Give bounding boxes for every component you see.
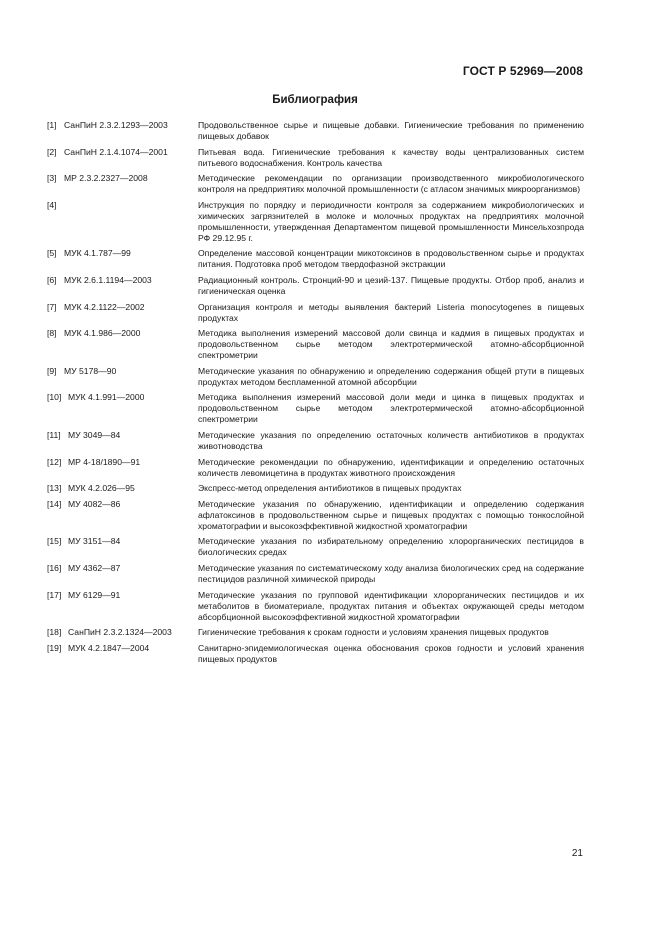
entry-reference bbox=[47, 366, 198, 388]
entry-number: [3] bbox=[47, 173, 57, 184]
entry-title: Продовольственное сырье и пищевые добавки. Гигиенические требования по применению пищевых добавок bbox=[198, 120, 584, 141]
entry-code: СанПиН 2.1.4.1074—2001 bbox=[64, 146, 168, 157]
entry-title: Методические рекомендации по организации производственного микробиологического контроля на предприятиях молочной промышленности (с атласом значимых микроорганизмов) bbox=[198, 173, 584, 195]
entry-number: [10] bbox=[47, 392, 62, 403]
bibliography-entry bbox=[47, 200, 584, 244]
bibliography-entry bbox=[47, 120, 584, 142]
entry-code: МУ 3049—84 bbox=[68, 429, 121, 440]
page-number: 21 bbox=[571, 848, 583, 859]
entry-reference bbox=[47, 643, 198, 665]
bibliography-entry bbox=[47, 430, 584, 452]
entry-code: МУ 6129—91 bbox=[68, 589, 121, 600]
entry-number: [4] bbox=[47, 199, 57, 210]
page-title: Библиография bbox=[272, 94, 358, 106]
entry-title: Организация контроля и методы выявления бактерий Listeria monocytogenes в пищевых продуктах bbox=[198, 301, 584, 323]
entry-reference bbox=[47, 457, 198, 479]
entry-code: МУК 4.1.787—99 bbox=[64, 248, 131, 259]
entry-code: МР 4-18/1890—91 bbox=[68, 456, 141, 467]
bibliography-entry bbox=[47, 536, 584, 558]
entry-reference bbox=[47, 147, 198, 169]
entry-code: МУК 4.2.026—95 bbox=[68, 483, 135, 494]
bibliography-entry bbox=[47, 643, 584, 665]
entry-title: Методические указания по систематическому ходу анализа биологических сред на содержание пестицидов различной химической природы bbox=[198, 562, 584, 584]
entry-reference bbox=[47, 499, 198, 532]
bibliography-entry bbox=[47, 173, 584, 195]
entry-reference bbox=[47, 302, 198, 324]
entry-number: [12] bbox=[47, 456, 62, 467]
entry-title: Методические рекомендации по обнаружению, идентификации и определению остаточных количеств левомицетина в продуктах животного происхождения bbox=[198, 456, 584, 478]
entry-code: МУК 4.2.1847—2004 bbox=[68, 642, 150, 653]
entry-number: [11] bbox=[47, 429, 61, 440]
entry-reference bbox=[47, 392, 198, 425]
bibliography-entry bbox=[47, 248, 584, 270]
entry-reference bbox=[47, 328, 198, 361]
entry-number: [9] bbox=[47, 365, 57, 376]
entry-reference bbox=[47, 248, 198, 270]
bibliography-entry bbox=[47, 483, 584, 494]
entry-number: [14] bbox=[47, 498, 62, 509]
entry-number: [1] bbox=[47, 120, 57, 130]
entry-title: Методические указания по избирательному определению хлорорганических пестицидов в биологических средах bbox=[198, 536, 584, 558]
entry-code: МР 2.3.2.2327—2008 bbox=[64, 173, 148, 184]
entry-code: МУК 2.6.1.1194—2003 bbox=[64, 274, 152, 285]
entry-reference bbox=[47, 563, 198, 585]
entry-code: МУК 4.1.986—2000 bbox=[64, 328, 141, 339]
bibliography-entry bbox=[47, 499, 584, 532]
entry-title: Экспресс-метод определения антибиотиков в пищевых продуктах bbox=[198, 483, 462, 494]
bibliography-entry bbox=[47, 627, 584, 638]
bibliography-entry bbox=[47, 302, 584, 324]
entry-reference bbox=[47, 275, 198, 297]
entry-number: [19] bbox=[47, 642, 62, 653]
entry-code: МУ 5178—90 bbox=[64, 365, 117, 376]
entry-number: [17] bbox=[47, 589, 62, 600]
entry-code: МУ 3151—84 bbox=[68, 536, 121, 547]
entry-title: Методика выполнения измерений массовой доли свинца и кадмия в пищевых продуктах и продовольственном сырье методом электротермической атомно-абсорбционной спектрометрии bbox=[198, 328, 584, 361]
entry-title: Методические указания по определению остаточных количеств антибиотиков в продуктах животноводства bbox=[198, 429, 584, 451]
bibliography-entry bbox=[47, 275, 584, 297]
entry-title: Методические указания по обнаружению, идентификации и определению содержания афлатоксинов в продовольственном сырье и пищевых продуктах с помощью тонкослойной хроматографии и высокоэффективной жидкостной хроматографии bbox=[198, 498, 584, 531]
entry-number: [6] bbox=[47, 274, 57, 285]
entry-reference bbox=[47, 590, 198, 623]
bibliography-entry bbox=[47, 563, 584, 585]
bibliography-entry bbox=[47, 392, 584, 425]
entry-title: Радиационный контроль. Стронций-90 и цезий-137. Пищевые продукты. Отбор проб, анализ и гигиеническая оценка bbox=[198, 274, 584, 296]
entry-title: Методика выполнения измерений массовой доли меди и цинка в пищевых продуктах и продовольственном сырье методом электротермической атомно-абсорбционной спектрометрии bbox=[198, 392, 584, 425]
entry-title: Определение массовой концентрации микотоксинов в продовольственном сырье и продуктах питания. Подготовка проб методом твердофазной экстракции bbox=[198, 248, 584, 270]
entry-reference bbox=[47, 483, 198, 494]
entry-title: Методические указания по групповой идентификации хлорорганических пестицидов и их метаболитов в биоматериале, продуктах питания и объектах окружающей среды методом абсорбционной высокоэффективной жидкостной хроматографии bbox=[198, 589, 584, 622]
entry-title: Санитарно-эпидемиологическая оценка обоснования сроков годности и условий хранения пищевых продуктов bbox=[198, 642, 584, 664]
entry-reference bbox=[47, 430, 198, 452]
entry-number: [13] bbox=[47, 483, 62, 494]
entry-reference bbox=[47, 200, 198, 244]
entry-number: [2] bbox=[47, 146, 57, 157]
entry-code: МУК 4.1.991—2000 bbox=[68, 392, 145, 403]
entry-reference bbox=[47, 120, 198, 142]
entry-code: СанПиН 2.3.2.1293—2003 bbox=[64, 120, 168, 130]
entry-number: [5] bbox=[47, 248, 57, 259]
standard-header: ГОСТ Р 52969—2008 bbox=[462, 64, 583, 78]
bibliography-entry bbox=[47, 366, 584, 388]
entry-code: МУ 4362—87 bbox=[68, 562, 121, 573]
bibliography-entry bbox=[47, 590, 584, 623]
entry-number: [15] bbox=[47, 536, 62, 547]
entry-reference bbox=[47, 536, 198, 558]
entry-code: МУК 4.2.1122—2002 bbox=[64, 301, 145, 312]
entry-code: СанПиН 2.3.2.1324—2003 bbox=[68, 627, 172, 638]
entry-number: [7] bbox=[47, 301, 57, 312]
bibliography-list bbox=[47, 120, 584, 669]
entry-title: Методические указания по обнаружению и определению содержания общей ртути в пищевых продуктах методом беспламенной атомной абсорбции bbox=[198, 365, 584, 387]
bibliography-entry bbox=[47, 457, 584, 479]
entry-reference bbox=[47, 173, 198, 195]
bibliography-entry bbox=[47, 147, 584, 169]
entry-number: [18] bbox=[47, 627, 62, 638]
entry-number: [8] bbox=[47, 328, 57, 339]
entry-title: Питьевая вода. Гигиенические требования к качеству воды централизованных систем питьевого водоснабжения. Контроль качества bbox=[198, 146, 584, 168]
entry-title: Гигиенические требования к срокам годности и условиям хранения пищевых продуктов bbox=[198, 627, 549, 638]
entry-reference bbox=[47, 627, 198, 638]
entry-code: МУ 4082—86 bbox=[68, 498, 121, 509]
entry-number: [16] bbox=[47, 562, 62, 573]
entry-title: Инструкция по порядку и периодичности контроля за содержанием микробиологических и химических загрязнителей в молоке и молочных продуктах на предприятиях молочной промышленности, утвержденная Департаментом пищевой промышленности Минсельхозпрода РФ 29.12.95 г. bbox=[198, 199, 584, 243]
bibliography-entry bbox=[47, 328, 584, 361]
